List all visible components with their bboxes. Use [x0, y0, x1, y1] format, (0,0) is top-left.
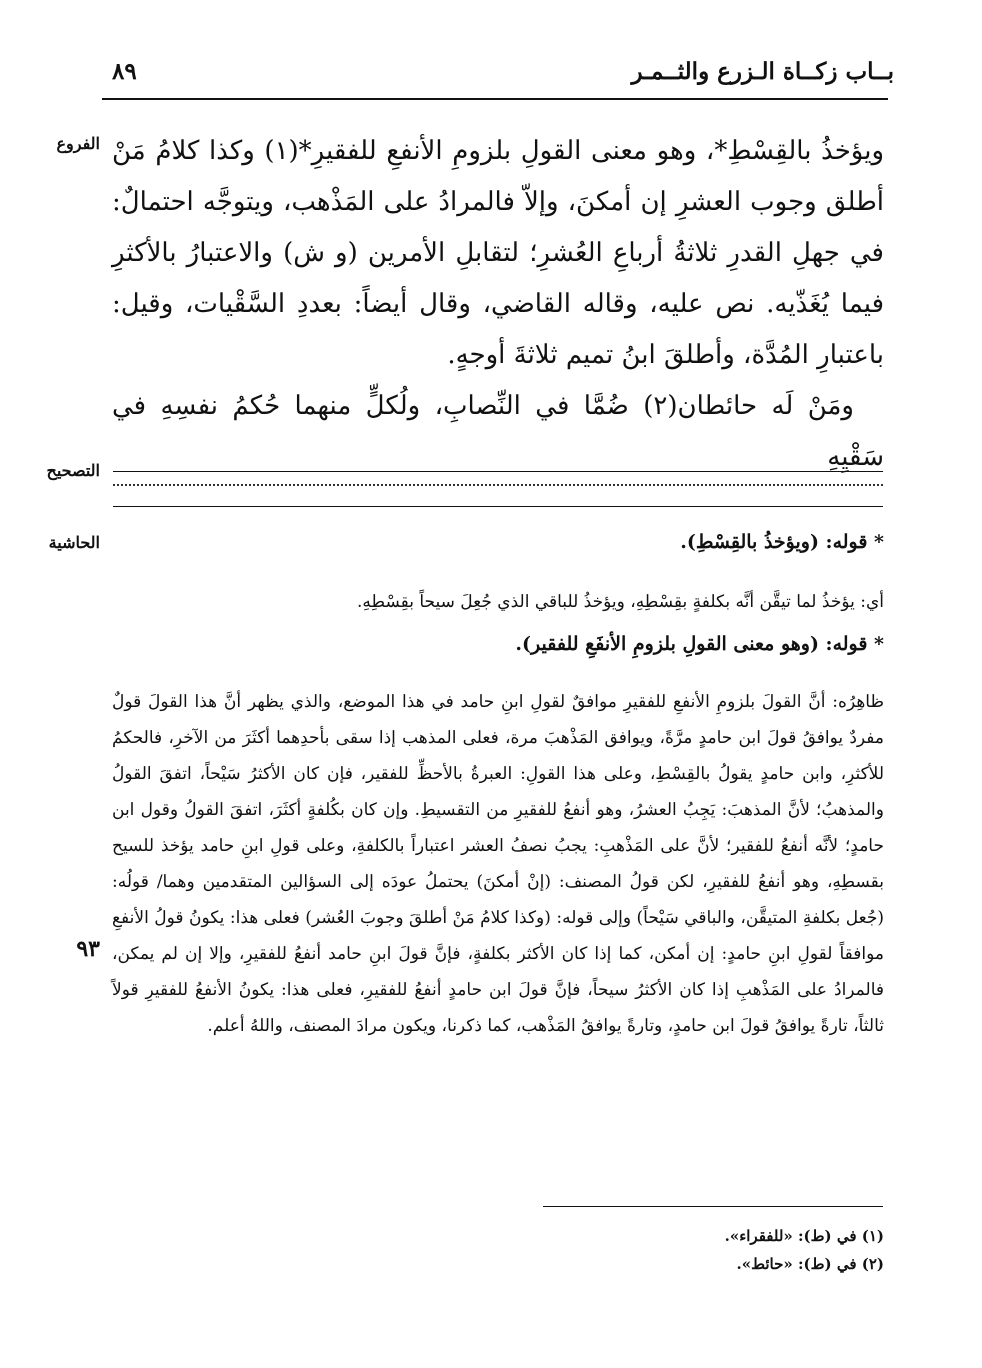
gloss-body: أي: يؤخذُ لما تيقَّن أنَّه بكلفةٍ بقِسْطِهِ، ويؤخذُ للباقي الذي جُعِلَ سيحاً بقِسْطِهِ. — [357, 592, 884, 612]
side-label-furu: الفروع — [56, 134, 100, 153]
footnote-1: (١) في (ط): «للفقراء». — [724, 1227, 884, 1245]
gloss-2-heading-block — [112, 633, 884, 655]
main-text-block — [112, 126, 884, 483]
header-rule — [102, 98, 888, 100]
page-number: ٨٩ — [112, 58, 137, 85]
main-paragraph-1: ويؤخذُ بالقِسْطِ*، وهو معنى القولِ بلزومِ الأنفعِ للفقيرِ*(١) وكذا كلامُ مَنْ أطلق وجوب العشرِ إن أمكنَ، وإلاّ فالمرادُ على المَذْهب، ويتوجَّه احتمالٌ: في جهلِ القدرِ ثلاثةُ أرباعِ العُشرِ؛ لتقابلِ الأمرين (و ش) والاعتبارُ بالأكثرِ فيما يُغَذّيه. نص عليه، وقاله القاضي، وقال أيضاً: بعددِ السَّقْيات، وقيل: باعتبارِ المُدَّة، وأطلقَ ابنُ تميم ثلاثةَ أوجهٍ. — [112, 136, 885, 370]
gloss-body: ظاهِرُه: أنَّ القولَ بلزومِ الأنفعِ للفقيرِ موافقٌ لقولِ ابنِ حامد في هذا الموضع، والذي يظهر أنَّ هذا القولَ قولٌ مفردٌ يوافقُ قولَ ابن حامدٍ مرَّةً، ويوافق المَذْهبَ مرة، فعلى المذهب إذا سقى بأحدِهما أكثَرَ من الآخرِ، فالحكمُ للأكثرِ، وابن حامدٍ يقولُ بالقِسْطِ، وعلى هذا القولِ: العبرةُ بالأحظِّ للفقير، فإن كان الأكثرُ سَيْحاً، اتفقَ القولُ والمذهبُ؛ لأنَّ المذهبَ: يَجِبُ العشرُ، وهو أنفعُ للفقيرِ من التقسيطِ. وإن كان بكُلفةٍ أكثَرَ، اتفقَ القولُ وقول ابن حامدٍ؛ لأنَّه أنفعُ للفقير؛ لأنَّ على المَذْهبِ: يجبُ نصفُ العشر اعتباراً بالكلفةِ، وعلى قولِ ابنِ حامد يؤخذ للسيح بقسطِهِ، وهو أنفعُ للفقيرِ، لكن قولُ المصنف: (إنْ أمكنَ) يحتملُ عودَه إلى السؤالين المتقدمين وهما/ قولُه: (جُعل بكلفةِ المتيقَّن، والباقي سَيْحاً) وإلى قوله: (وكذا كلامُ مَنْ أطلقَ وجوبَ العُشر) فعلى هذا: يكونُ قولُ الأنفعِ موافقاً لقولِ ابنِ حامدٍ: إن أمكن، كما إذا كان الأكثر بكلفةٍ، فإنَّ قولَ ابنِ حامد أنفعُ للفقيرِ، وإلا إن لم يمكن، فالمرادُ على المَذْهبِ إذا كان الأكثرُ سيحاً، فإنَّ قولَ ابن حامدٍ أنفعُ للفقيرِ، فعلى هذا: يكونُ الأنفعُ للفقيرِ قولاً ثالثاً، تارةً يوافقُ قولَ ابن حامدٍ، وتارةً يوافقُ المَذْهب، كما ذكرنا، ويكون مرادَ المصنف، واللهُ أعلم. — [112, 692, 884, 1036]
gloss-heading: * قوله: (ويؤخذُ بالقِسْطِ). — [680, 531, 884, 553]
gloss-2-body-block — [112, 684, 884, 1044]
footnote-rule — [543, 1206, 883, 1207]
original-page-marker: ٩٣ — [76, 936, 100, 962]
gloss-heading: * قوله: (وهو معنى القولِ بلزومِ الأنفَعِ للفقير). — [515, 633, 884, 655]
section-divider-top — [113, 471, 883, 472]
section-divider-bottom — [113, 506, 883, 507]
chapter-title: بــاب زكــاة الـزرع والثــمـر — [631, 58, 894, 85]
footnotes — [112, 1222, 884, 1278]
tashih-dotted-line — [113, 484, 883, 486]
gloss-1-body-block — [112, 584, 884, 620]
side-label-hashiya: الحاشية — [48, 533, 100, 552]
side-label-tashih: التصحيح — [46, 461, 100, 480]
gloss-1-heading-block — [112, 531, 884, 553]
main-paragraph-2: ومَنْ لَه حائطان(٢) ضُمَّا في النِّصابِ، ولُكلٍّ منهما حُكمُ نفسِهِ في سَقْيِهِ — [112, 391, 884, 472]
footnote-2: (٢) في (ط): «حائط». — [736, 1255, 884, 1273]
